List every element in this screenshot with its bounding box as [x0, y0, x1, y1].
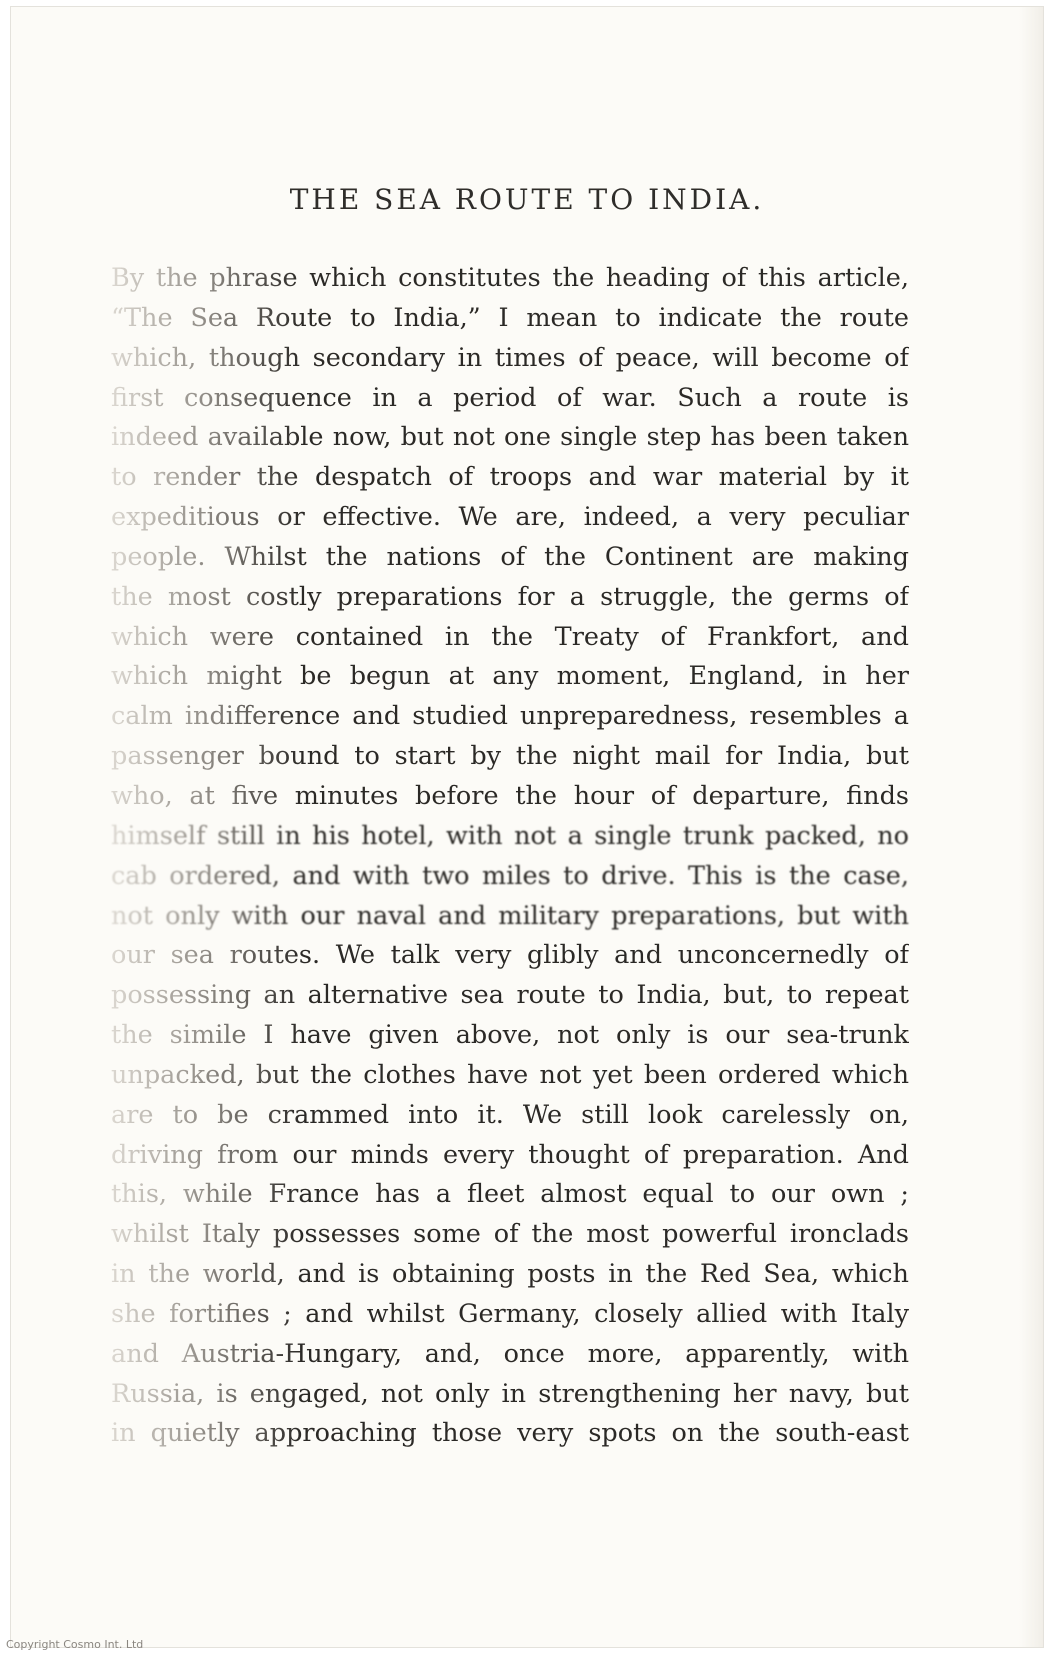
text-line: in the world, and is obtaining posts in the Red Sea, which	[111, 1255, 909, 1295]
text-line: which might be begun at any moment, England, in her	[111, 657, 909, 697]
text-line: indeed available now, but not one single step has been taken	[111, 418, 909, 458]
article-body	[111, 259, 909, 1454]
text-line: whilst Italy possesses some of the most powerful ironclads	[111, 1215, 909, 1255]
text-line: she fortifies ; and whilst Germany, closely allied with Italy	[111, 1295, 909, 1335]
text-line: driving from our minds every thought of preparation. And	[111, 1136, 909, 1176]
text-line: in quietly approaching those very spots on the south-east	[111, 1414, 909, 1454]
text-line: Russia, is engaged, not only in strengthening her navy, but	[111, 1375, 909, 1415]
text-line: this, while France has a fleet almost equal to our own ;	[111, 1175, 909, 1215]
text-line: which were contained in the Treaty of Frankfort, and	[111, 618, 909, 658]
text-line: the most costly preparations for a struggle, the germs of	[111, 578, 909, 618]
text-line: to render the despatch of troops and war material by it	[111, 458, 909, 498]
text-line: By the phrase which constitutes the heading of this article,	[111, 259, 909, 299]
text-line: the simile I have given above, not only is our sea-trunk	[111, 1016, 909, 1056]
text-line: passenger bound to start by the night mail for India, but	[111, 737, 909, 777]
article-title: THE SEA ROUTE TO INDIA.	[289, 183, 765, 216]
text-line: our sea routes. We talk very glibly and unconcernedly of	[111, 936, 909, 976]
text-line: are to be crammed into it. We still look carelessly on,	[111, 1096, 909, 1136]
text-line: people. Whilst the nations of the Continent are making	[111, 538, 909, 578]
text-line: not only with our naval and military preparations, but with	[111, 897, 909, 937]
text-line: “The Sea Route to India,” I mean to indicate the route	[111, 299, 909, 339]
text-line: expeditious or effective. We are, indeed, a very peculiar	[111, 498, 909, 538]
text-line: and Austria-Hungary, and, once more, apparently, with	[111, 1335, 909, 1375]
text-line: first consequence in a period of war. Such a route is	[111, 379, 909, 419]
text-line: calm indifference and studied unpreparedness, resembles a	[111, 697, 909, 737]
text-line: possessing an alternative sea route to India, but, to repeat	[111, 976, 909, 1016]
copyright-notice: Copyright Cosmo Int. Ltd	[6, 1638, 144, 1651]
book-page	[10, 6, 1044, 1648]
text-line: unpacked, but the clothes have not yet been ordered which	[111, 1056, 909, 1096]
text-line: which, though secondary in times of peace, will become of	[111, 339, 909, 379]
text-line: himself still in his hotel, with not a single trunk packed, no	[111, 817, 909, 857]
text-line: cab ordered, and with two miles to drive. This is the case,	[111, 857, 909, 897]
text-line: who, at five minutes before the hour of departure, finds	[111, 777, 909, 817]
